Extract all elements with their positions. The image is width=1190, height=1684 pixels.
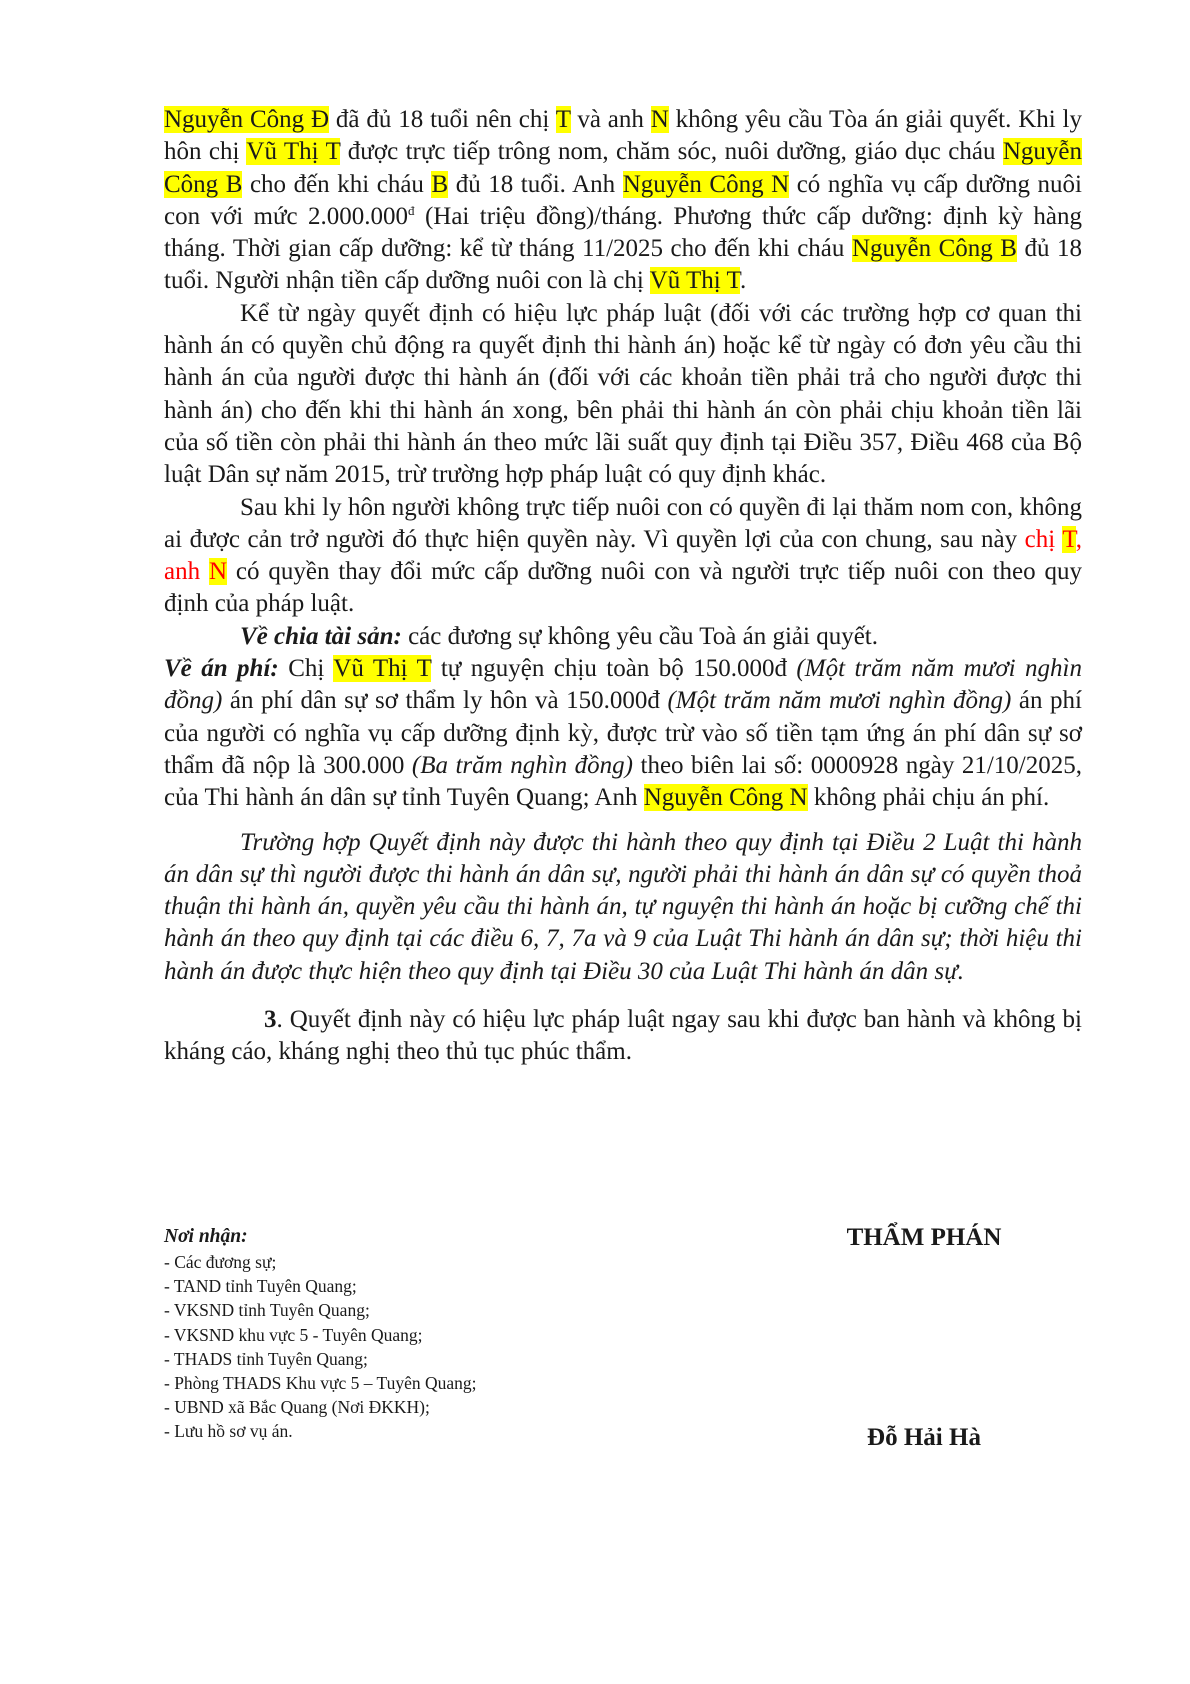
amount-in-words: (Một trăm năm mươi nghìn đồng) [164, 655, 1082, 715]
spacer [164, 988, 1082, 1004]
text-run: không phải chịu án phí. [807, 784, 1050, 812]
paragraph-interest: Kể từ ngày quyết định có hiệu lực pháp luật (đối với các trường hợp cơ quan thi hành án có quyền chủ động ra quyết định thi hành án) hoặc kể từ ngày có đơn yêu cầu thi hành án của người được thi hành án (đối với các khoản tiền phải trả cho người được thi hành án) cho đến khi thi hành án xong, bên phải thi hành án còn phải chịu khoản tiền lãi của số tiền còn phải thi hành án theo mức lãi suất quy định tại Điều 357, Điều 468 của Bộ luật Dân sự năm 2015, trừ trường hợp pháp luật có quy định khác. [164, 299, 1082, 489]
currency-superscript: đ [408, 202, 415, 218]
recipients-block [164, 1224, 644, 1444]
amount-in-words: (Ba trăm nghìn đồng) [411, 751, 633, 779]
party-name: Nguyễn Công Đ [164, 106, 330, 133]
section-label: Về án phí: [164, 655, 279, 683]
signer-name: Đỗ Hải Hà [867, 1424, 981, 1451]
text-run: đủ 18 tuổi. Người nhận tiền cấp dưỡng nuôi con là chị [164, 235, 1083, 295]
recipient-item: - VKSND tỉnh Tuyên Quang; [164, 1300, 370, 1321]
text-run: cho đến khi cháu [242, 170, 432, 198]
party-name: Vũ Thị T [333, 655, 432, 683]
paragraph-effect [164, 1004, 1082, 1069]
signature-title: THẨM PHÁN [846, 1224, 1002, 1251]
paragraph-court-fees [164, 653, 1082, 814]
text-run: đủ 18 tuổi. Anh [448, 170, 623, 198]
party-name: N [650, 106, 669, 133]
text-run: . Quyết định này có hiệu lực pháp luật ngay sau khi được ban hành và không bị kháng cáo, kháng nghị theo thủ tục phúc thẩm. [164, 1006, 1082, 1066]
party-name: N [208, 558, 228, 586]
paragraph-custody-support [164, 104, 1082, 298]
text-run: . [739, 267, 747, 295]
spacer [164, 815, 1082, 827]
text-run: án phí của người có nghĩa vụ cấp dưỡng định kỳ, được trừ vào số tiền tạm ứng án phí dân sự sơ thẩm đã nộp là 300.000 [164, 687, 1082, 779]
document-body [164, 104, 1082, 1069]
paragraph-enforcement: Trường hợp Quyết định này được thi hành theo quy định tại Điều 2 Luật thi hành án dân sự thì người được thi hành án dân sự, người phải thi hành án dân sự có quyền thoả thuận thi hành án, quyền yêu cầu thi hành án, tự nguyện thi hành án hoặc bị cưỡng chế thi hành án theo quy định tại các điều 6, 7, 7a và 9 của Luật Thi hành án dân sự; thời hiệu thi hành án được thực hiện theo quy định tại Điều 30 của Luật Thi hành án dân sự. [164, 828, 1082, 985]
recipient-item: - UBND xã Bắc Quang (Nơi ĐKKH); [164, 1397, 430, 1418]
recipient-item: - Các đương sự; [164, 1252, 277, 1272]
text-run: không yêu cầu Tòa án giải quyết. Khi ly hôn chị [164, 106, 1082, 166]
section-label: Về chia tài sản: [240, 622, 402, 650]
text-run: theo biên lai số: 0000928 ngày 21/10/2025, của Thi hành án dân sự tỉnh Tuyên Quang; Anh [164, 751, 1082, 812]
text-run: có nghĩa vụ cấp dưỡng nuôi con với mức 2.000.000 [164, 170, 1082, 230]
text-run: và anh [570, 106, 651, 133]
party-name: T [1062, 525, 1076, 553]
red-text: chị [1024, 525, 1063, 553]
paragraph-visitation [164, 492, 1082, 621]
text-run: án phí dân sự sơ thẩm ly hôn và 150.000đ [222, 687, 668, 715]
amount-in-words: (Một trăm năm mươi nghìn đồng) [667, 687, 1012, 715]
party-name: Vũ Thị T [649, 267, 740, 295]
paragraph-property [164, 621, 1082, 653]
clause-number: 3 [264, 1006, 277, 1034]
recipient-item: - VKSND khu vực 5 - Tuyên Quang; [164, 1324, 423, 1345]
party-name: Vũ Thị T [246, 138, 341, 166]
party-name: Nguyễn Công N [643, 784, 808, 812]
text-run: có quyền thay đổi mức cấp dưỡng nuôi con và người trực tiếp nuôi con theo quy định của pháp luật. [164, 558, 1082, 618]
recipient-item: - Lưu hồ sơ vụ án. [164, 1421, 293, 1442]
party-name: Nguyễn Công B [164, 138, 1083, 198]
party-name: T [555, 106, 571, 133]
text-run: tự nguyện chịu toàn bộ 150.000đ [431, 655, 797, 683]
text-run: đã đủ 18 tuổi nên chị [329, 106, 556, 133]
document-footer [164, 1224, 1082, 1474]
text-run: được trực tiếp trông nom, chăm sóc, nuôi dưỡng, giáo dục cháu [340, 138, 1003, 166]
recipient-item: - THADS tỉnh Tuyên Quang; [164, 1348, 368, 1369]
text-run: Sau khi ly hôn người không trực tiếp nuôi con có quyền đi lại thăm nom con, không ai được cản trở người đó thực hiện quyền này. Vì quyền lợi của con chung, sau này [164, 493, 1082, 553]
party-name: Nguyễn Công N [622, 170, 790, 198]
recipient-item: - Phòng THADS Khu vực 5 – Tuyên Quang; [164, 1373, 477, 1394]
red-text: , anh [164, 525, 1082, 586]
text-run: các đương sự không yêu cầu Toà án giải quyết. [401, 622, 878, 650]
recipient-item: - TAND tỉnh Tuyên Quang; [164, 1276, 357, 1297]
recipients-title: Nơi nhận: [164, 1226, 248, 1247]
text-run: (Hai triệu đồng)/tháng. Phương thức cấp dưỡng: định kỳ hàng tháng. Thời gian cấp dưỡng: kể từ tháng 11/2025 cho đến khi cháu [164, 202, 1083, 263]
text-run: Chị [278, 655, 334, 683]
party-name: B [431, 170, 449, 198]
party-name: Nguyễn Công B [851, 235, 1017, 263]
